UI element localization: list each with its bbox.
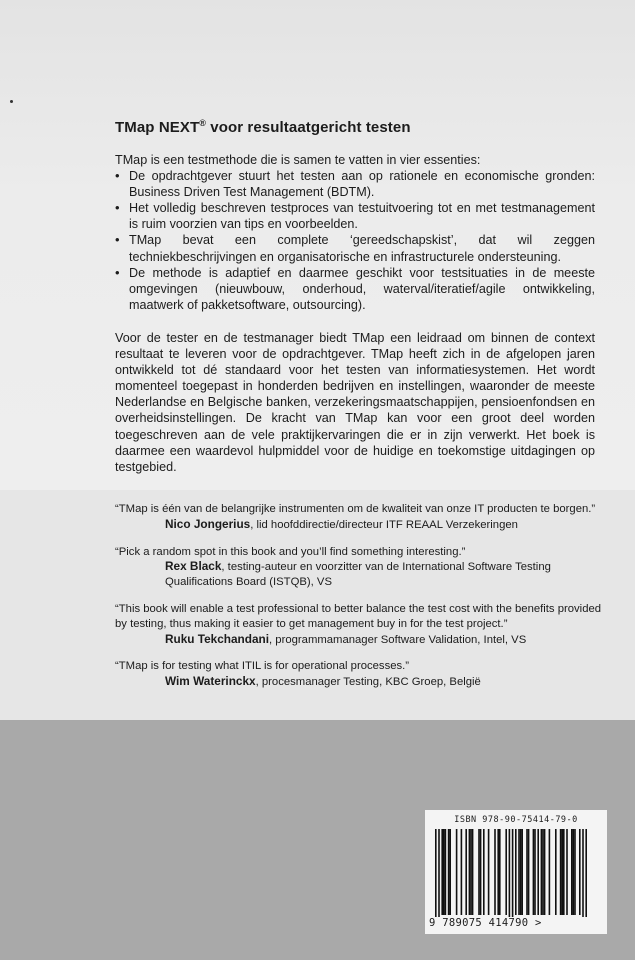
barcode-bar	[483, 829, 485, 915]
endorsements	[115, 502, 605, 702]
quote-attribution	[115, 632, 605, 648]
barcode-bar	[480, 829, 482, 915]
barcode-bars	[435, 829, 597, 921]
barcode-bar	[443, 829, 445, 915]
barcode-bar	[561, 829, 563, 915]
barcode-bar	[449, 829, 451, 915]
barcode-bar	[509, 829, 511, 921]
barcode-bar	[563, 829, 565, 915]
barcode-bar	[582, 829, 584, 921]
barcode-bar	[461, 829, 463, 915]
barcode-bar	[499, 829, 501, 915]
barcode-bar	[456, 829, 458, 915]
barcode-bar	[505, 829, 507, 915]
barcode-bar	[566, 829, 568, 915]
barcode-bar	[549, 829, 551, 915]
cover-title	[115, 118, 595, 136]
endorsement	[115, 545, 605, 590]
barcode-bar	[470, 829, 472, 915]
quote-author: Rex Black	[165, 559, 222, 574]
list-item: • De methode is adaptief en daarmee geschikt voor testsituaties in de meeste omgevingen (nieuwbouw, onderhoud, waterval/iteratief/agile ontwikkeling, maatwerk of pakketsoftware, outsourcing).	[115, 265, 595, 313]
barcode-bar	[520, 829, 522, 915]
barcode-bar	[534, 829, 536, 915]
barcode-bar	[465, 829, 467, 915]
barcode-bar	[585, 829, 587, 921]
barcode-bar	[555, 829, 557, 915]
quote-author: Ruku Tekchandani	[165, 631, 270, 646]
list-item: • TMap bevat een complete ‘gereedschapskist’, dat wil zeggen techniekbeschrijvingen en organisatorische en infrastructurele ondersteuning.	[115, 232, 595, 264]
barcode-bar	[579, 829, 581, 915]
quote-role: , programmamanager Software Validation, Intel, VS	[269, 633, 527, 646]
barcode-digits: 9 789075 414790 >	[429, 917, 607, 929]
barcode-bar	[521, 829, 523, 915]
barcode-bar	[515, 829, 517, 915]
barcode-bar	[512, 829, 514, 921]
barcode-bar	[518, 829, 520, 915]
isbn-text: ISBN 978-90-75414-79-0	[454, 815, 578, 825]
quote-text: “This book will enable a test professional to better balance the test cost with the benefits provided by testing, thus making it easier to get management buy in for the test project.”	[115, 602, 602, 630]
barcode-bar	[494, 829, 496, 915]
quote-text: “TMap is for testing what ITIL is for operational processes.”	[115, 660, 410, 673]
list-item: • Het volledig beschreven testproces van testuitvoering tot en met testmanagement is ruim voorzien van tips en voorbeelden.	[115, 200, 595, 232]
barcode-bar	[533, 829, 535, 915]
quote-role: , testing-auteur en voorzitter van de International Software Testing Qualifications Board (ISTQB), VS	[165, 561, 551, 589]
barcode-bar	[573, 829, 575, 915]
quote-text: “Pick a random spot in this book and you’ll find something interesting.”	[115, 545, 466, 558]
quote-text: “TMap is één van de belangrijke instrumenten om de kwaliteit van onze IT producten te borgen.”	[115, 503, 596, 515]
isbn-barcode	[425, 810, 607, 934]
description	[115, 152, 595, 475]
endorsement	[115, 602, 605, 647]
barcode-bar	[537, 829, 539, 915]
title-rest: voor resultaatgericht testen	[205, 119, 411, 136]
quote-role: , procesmanager Testing, KBC Groep, België	[255, 676, 481, 689]
barcode-bar	[469, 829, 471, 915]
barcode-bar	[526, 829, 528, 915]
barcode-bar	[472, 829, 474, 915]
barcode-bar	[445, 829, 447, 915]
list-item: • De opdrachtgever stuurt het testen aan op rationele en economische gronden: Business Driven Test Management (BDTM).	[115, 168, 595, 200]
quote-author: Wim Waterinckx	[165, 674, 256, 689]
barcode-bar	[438, 829, 440, 921]
barcode-bar	[448, 829, 450, 915]
quote-attribution	[115, 559, 605, 590]
quote-role: , lid hoofddirectie/directeur ITF REAAL Verzekeringen	[250, 518, 518, 531]
barcode-bar	[542, 829, 544, 915]
body-paragraph: Voor de tester en de testmanager biedt TMap een leidraad om binnen de context resultaat te leveren voor de opdrachtgever. TMap heeft zich in de afgelopen jaren ontwikkeld tot dé standaard voor het testen van informatiesystemen. Het wordt momenteel toegepast in honderden bedrijven en instellingen, waaronder de meeste Nederlandse en Belgische banken, verzekeringsmaatschappijen, pensioenfondsen en overheidsinstellingen. De kracht van TMap kan voor een groot deel worden toegeschreven aan de vele praktijkervaringen die er in zijn verwerkt. Het boek is daarmee een waardevol hulpmiddel voor de huidige en toekomstige uitdagingen op testgebied.	[115, 330, 595, 474]
endorsement	[115, 502, 605, 533]
barcode-bar	[497, 829, 499, 915]
barcode-bar	[544, 829, 546, 915]
quote-attribution	[115, 517, 605, 533]
barcode-bar	[478, 829, 480, 915]
title-registered-mark: ®	[199, 118, 206, 128]
endorsement	[115, 659, 605, 690]
title-main: TMap NEXT	[115, 119, 200, 136]
barcode-bar	[560, 829, 562, 915]
barcode-bar	[441, 829, 443, 915]
barcode-bar	[574, 829, 576, 915]
barcode-bar	[488, 829, 490, 915]
intro-text: TMap is een testmethode die is samen te vatten in vier essenties:	[115, 153, 481, 167]
quote-attribution	[115, 674, 605, 690]
barcode-bar	[528, 829, 530, 915]
barcode-bar	[541, 829, 543, 915]
speck	[10, 100, 13, 103]
barcode-bar	[435, 829, 437, 921]
quote-author: Nico Jongerius	[165, 516, 251, 531]
essentials-list	[115, 168, 595, 313]
barcode-bar	[571, 829, 573, 915]
